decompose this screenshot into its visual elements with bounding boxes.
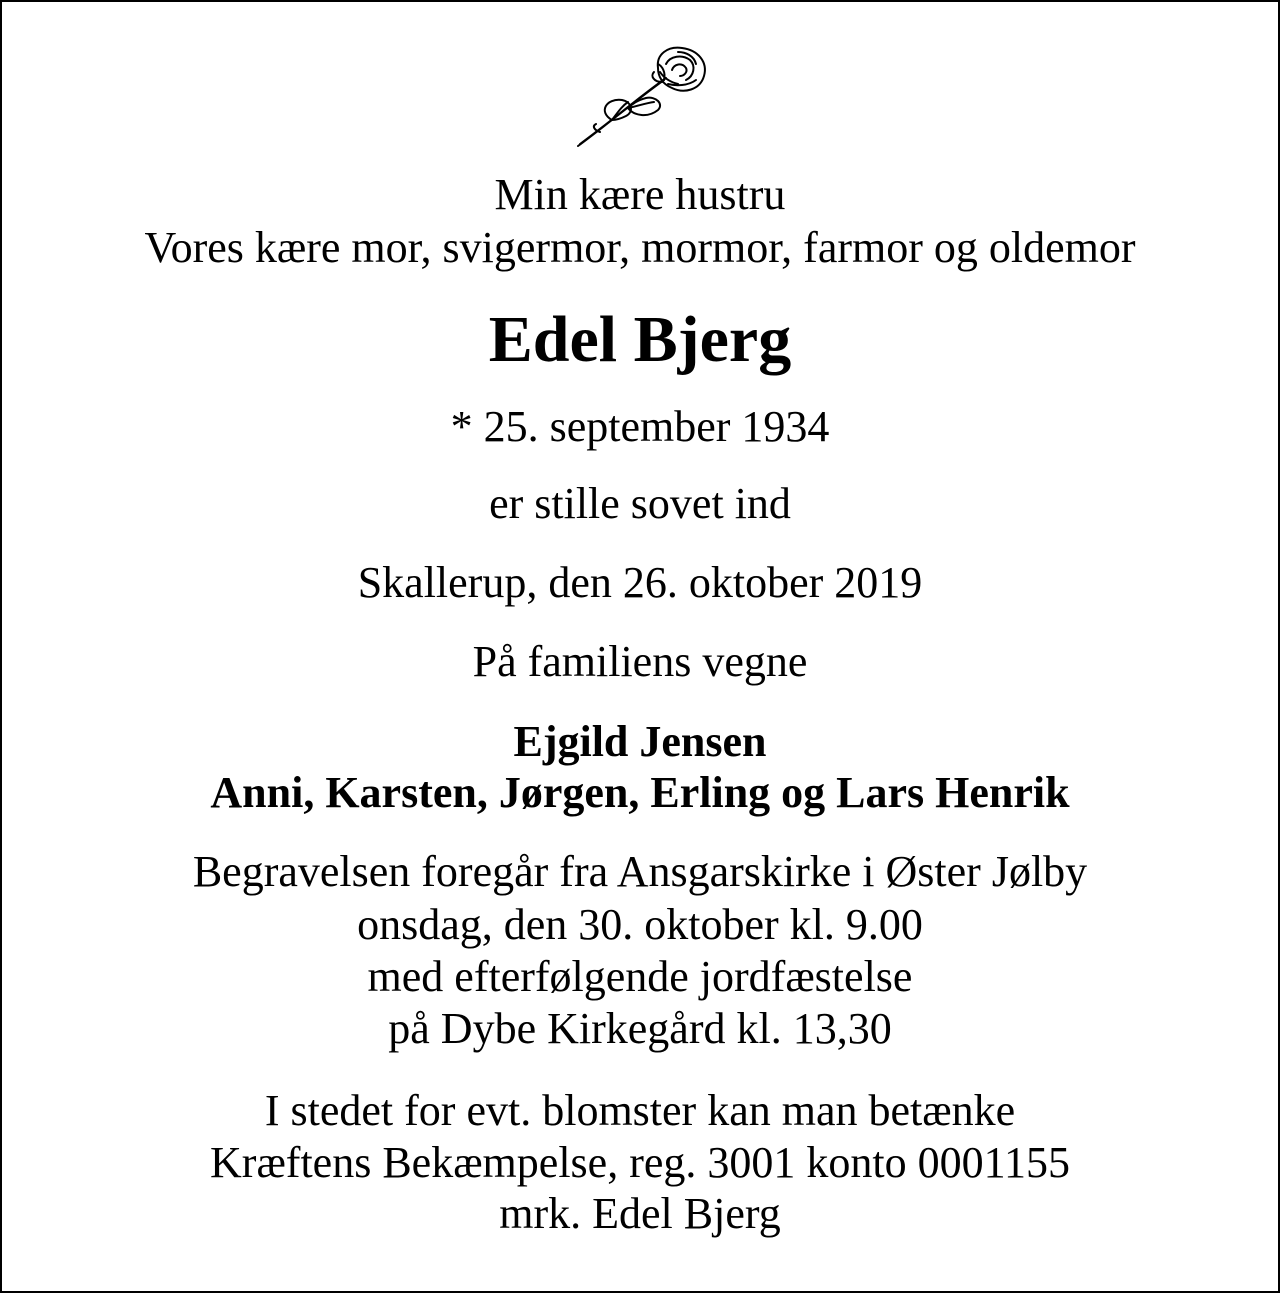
deceased-name: Edel Bjerg <box>488 303 792 376</box>
on-behalf: På familiens vegne <box>472 637 808 686</box>
passed-text: er stille sovet ind <box>489 479 791 528</box>
funeral-line-2: onsdag, den 30. oktober kl. 9.00 <box>357 900 923 949</box>
donation-line-1: I stedet for evt. blomster kan man betænke <box>264 1086 1016 1135</box>
family-line-2: Anni, Karsten, Jørgen, Erling og Lars Henrik <box>210 768 1070 817</box>
rose-icon <box>568 42 714 150</box>
place-date: Skallerup, den 26. oktober 2019 <box>357 558 923 607</box>
donation-line-3: mrk. Edel Bjerg <box>499 1189 781 1238</box>
donation-line-2: Kræftens Bekæmpelse, reg. 3001 konto 0001155 <box>210 1138 1070 1187</box>
family-line-1: Ejgild Jensen <box>513 717 767 766</box>
funeral-line-1: Begravelsen foregår fra Ansgarskirke i Øster Jølby <box>192 847 1088 896</box>
funeral-line-4: på Dybe Kirkegård kl. 13,30 <box>388 1004 892 1053</box>
intro-line-2: Vores kære mor, svigermor, mormor, farmor og oldemor <box>144 223 1136 272</box>
birth-date: * 25. september 1934 <box>450 402 830 451</box>
intro-line-1: Min kære hustru <box>494 170 786 219</box>
funeral-line-3: med efterfølgende jordfæstelse <box>367 952 913 1001</box>
